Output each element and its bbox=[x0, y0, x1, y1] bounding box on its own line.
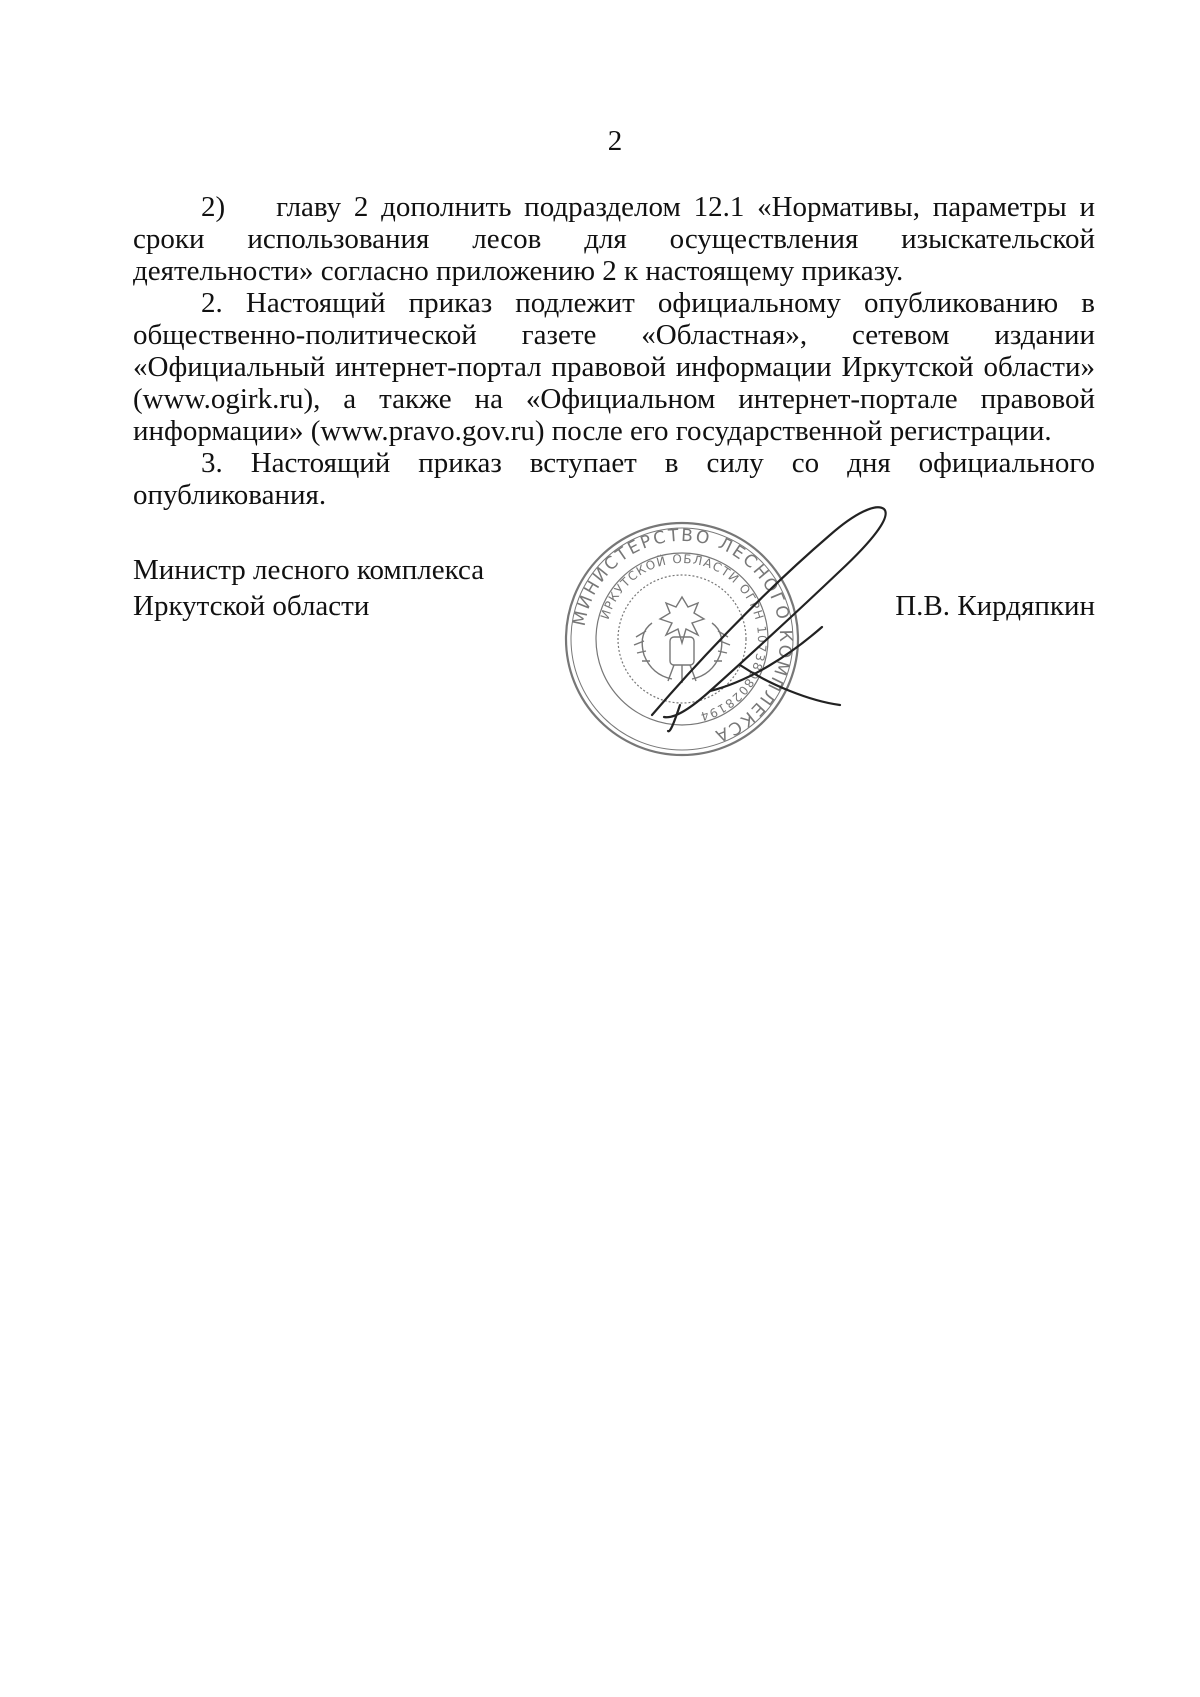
signer-name: П.В. Кирдяпкин bbox=[895, 590, 1095, 622]
handwritten-signature bbox=[640, 505, 920, 735]
seal-inner-text: ИРКУТСКОЙ ОБЛАСТИ ОГРН 1073808028194 bbox=[597, 551, 770, 724]
seal-outer-text: МИНИСТЕРСТВО ЛЕСНОГО КОМПЛЕКСА bbox=[569, 525, 796, 747]
signer-title-line-1: Министр лесного комплекса bbox=[133, 554, 485, 586]
page-number: 2 bbox=[607, 125, 623, 157]
signer-title bbox=[133, 552, 484, 624]
paragraph-1: 2) главу 2 дополнить подразделом 12.1 «Нормативы, параметры и сроки использования лесов для осуществления изыскательской деятельности» согласно приложению 2 к настоящему приказу. bbox=[133, 191, 1095, 287]
signer-title-line-2: Иркутской области bbox=[133, 590, 370, 622]
document-body bbox=[133, 191, 1095, 511]
paragraph-2: 2. Настоящий приказ подлежит официальному опубликованию в общественно-политической газете «Областная», сетевом издании «Официальный интернет-портал правовой информации Иркутской области» (www.ogirk.ru), а также на «Официальном интернет-портале правовой информации» (www.pravo.gov.ru) после его государственной регистрации. bbox=[133, 287, 1095, 447]
paragraph-3: 3. Настоящий приказ вступает в силу со дня официального опубликования. bbox=[133, 447, 1095, 511]
